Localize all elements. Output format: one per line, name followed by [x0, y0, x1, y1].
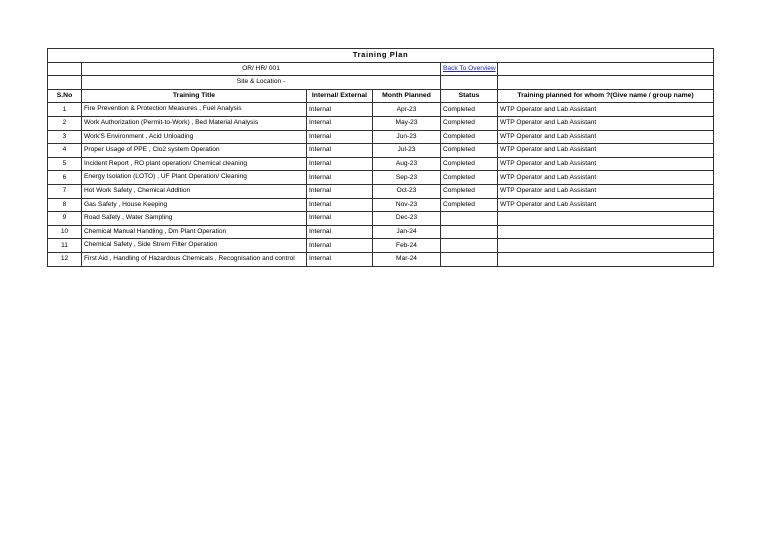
- header-sno: S.No: [48, 89, 82, 103]
- row-planned-for: [498, 239, 714, 253]
- table-row: [48, 184, 714, 198]
- row-planned-for: WTP Operator and Lab Assistant: [498, 103, 714, 117]
- site-location: Site & Location -: [82, 76, 441, 90]
- row-status: Completed: [441, 157, 498, 171]
- header-row: [48, 89, 714, 103]
- site-location-row: [48, 76, 714, 90]
- row-training-title: First Aid , Handling of Hazardous Chemicals , Recognisation and control: [82, 252, 307, 266]
- row-internal-external: Internal: [307, 252, 373, 266]
- row-planned-for: [498, 212, 714, 226]
- table-row: [48, 171, 714, 185]
- row-month-planned: Jul-23: [373, 144, 441, 158]
- row-sno: 2: [48, 116, 82, 130]
- row-sno: 8: [48, 198, 82, 212]
- row-planned-for: [498, 225, 714, 239]
- row-planned-for: [498, 252, 714, 266]
- row-month-planned: Feb-24: [373, 239, 441, 253]
- row-planned-for: WTP Operator and Lab Assistant: [498, 198, 714, 212]
- row-sno: 7: [48, 184, 82, 198]
- table-row: [48, 130, 714, 144]
- back-to-overview-cell: [441, 62, 498, 76]
- row-status: [441, 239, 498, 253]
- row-internal-external: Internal: [307, 130, 373, 144]
- row-internal-external: Internal: [307, 225, 373, 239]
- row-training-title: Hot Work Safety , Chemical Addition: [82, 184, 307, 198]
- row-internal-external: Internal: [307, 144, 373, 158]
- row-status: Completed: [441, 184, 498, 198]
- header-status: Status: [441, 89, 498, 103]
- row-planned-for: WTP Operator and Lab Assistant: [498, 144, 714, 158]
- table-row: [48, 198, 714, 212]
- row-status: Completed: [441, 103, 498, 117]
- row-planned-for: WTP Operator and Lab Assistant: [498, 116, 714, 130]
- row-month-planned: Jan-24: [373, 225, 441, 239]
- row-status: Completed: [441, 171, 498, 185]
- row-internal-external: Internal: [307, 198, 373, 212]
- row-training-title: Road Safety , Water Sampling: [82, 212, 307, 226]
- row-sno: 6: [48, 171, 82, 185]
- row-sno: 9: [48, 212, 82, 226]
- header-planned-for: Training planned for whom ?(Give name / group name): [498, 89, 714, 103]
- table-row: [48, 252, 714, 266]
- table-row: [48, 144, 714, 158]
- row-training-title: Gas Safety , House Keeping: [82, 198, 307, 212]
- table-row: [48, 212, 714, 226]
- row-internal-external: Internal: [307, 184, 373, 198]
- back-to-overview-link[interactable]: Back To Overview: [443, 64, 496, 72]
- row-sno: 5: [48, 157, 82, 171]
- row-month-planned: Sep-23: [373, 171, 441, 185]
- row-month-planned: Aug-23: [373, 157, 441, 171]
- row-planned-for: WTP Operator and Lab Assistant: [498, 184, 714, 198]
- row-month-planned: Jun-23: [373, 130, 441, 144]
- row-status: [441, 225, 498, 239]
- row-status: Completed: [441, 116, 498, 130]
- row-month-planned: Nov-23: [373, 198, 441, 212]
- title-row: [48, 49, 714, 63]
- header-month-planned: Month Planned: [373, 89, 441, 103]
- training-plan-table: [47, 48, 714, 267]
- row-internal-external: Internal: [307, 157, 373, 171]
- row-status: [441, 252, 498, 266]
- row-sno: 11: [48, 239, 82, 253]
- row-internal-external: Internal: [307, 116, 373, 130]
- row-status: Completed: [441, 198, 498, 212]
- row-planned-for: WTP Operator and Lab Assistant: [498, 130, 714, 144]
- row-sno: 1: [48, 103, 82, 117]
- row-month-planned: Oct-23: [373, 184, 441, 198]
- row-training-title: Chemical Safety , Side Strem Filter Operation: [82, 239, 307, 253]
- row-training-title: Energy Isolation (LOTO) , UF Plant Operation/ Cleaning: [82, 171, 307, 185]
- row-planned-for: WTP Operator and Lab Assistant: [498, 171, 714, 185]
- row-training-title: Incident Report , RO plant operation/ Chemical cleaning: [82, 157, 307, 171]
- row-internal-external: Internal: [307, 171, 373, 185]
- row-status: Completed: [441, 144, 498, 158]
- table-row: [48, 103, 714, 117]
- row-status: Completed: [441, 130, 498, 144]
- row-internal-external: Internal: [307, 239, 373, 253]
- row-sno: 10: [48, 225, 82, 239]
- header-training-title: Training Title: [82, 89, 307, 103]
- doc-code: OR/ HR/ 001: [82, 62, 441, 76]
- table-row: [48, 157, 714, 171]
- doc-code-row: [48, 62, 714, 76]
- row-month-planned: May-23: [373, 116, 441, 130]
- table-row: [48, 116, 714, 130]
- table-row: [48, 239, 714, 253]
- row-internal-external: Internal: [307, 103, 373, 117]
- row-sno: 4: [48, 144, 82, 158]
- row-month-planned: Mar-24: [373, 252, 441, 266]
- row-sno: 12: [48, 252, 82, 266]
- row-status: [441, 212, 498, 226]
- table-row: [48, 225, 714, 239]
- header-internal-external: Internal/ External: [307, 89, 373, 103]
- page-title: Training Plan: [48, 49, 714, 63]
- row-internal-external: Internal: [307, 212, 373, 226]
- row-training-title: Work Authorization (Permit-to-Work) , Bed Material Analysis: [82, 116, 307, 130]
- row-training-title: Proper Usage of PPE , Clo2 system Operation: [82, 144, 307, 158]
- row-training-title: Work'S Environment , Acid Unloading: [82, 130, 307, 144]
- row-sno: 3: [48, 130, 82, 144]
- row-month-planned: Apr-23: [373, 103, 441, 117]
- row-training-title: Chemical Manual Handling , Dm Plant Operation: [82, 225, 307, 239]
- row-training-title: Fire Prevention & Protection Measures , Fuel Analysis: [82, 103, 307, 117]
- row-month-planned: Dec-23: [373, 212, 441, 226]
- row-planned-for: WTP Operator and Lab Assistant: [498, 157, 714, 171]
